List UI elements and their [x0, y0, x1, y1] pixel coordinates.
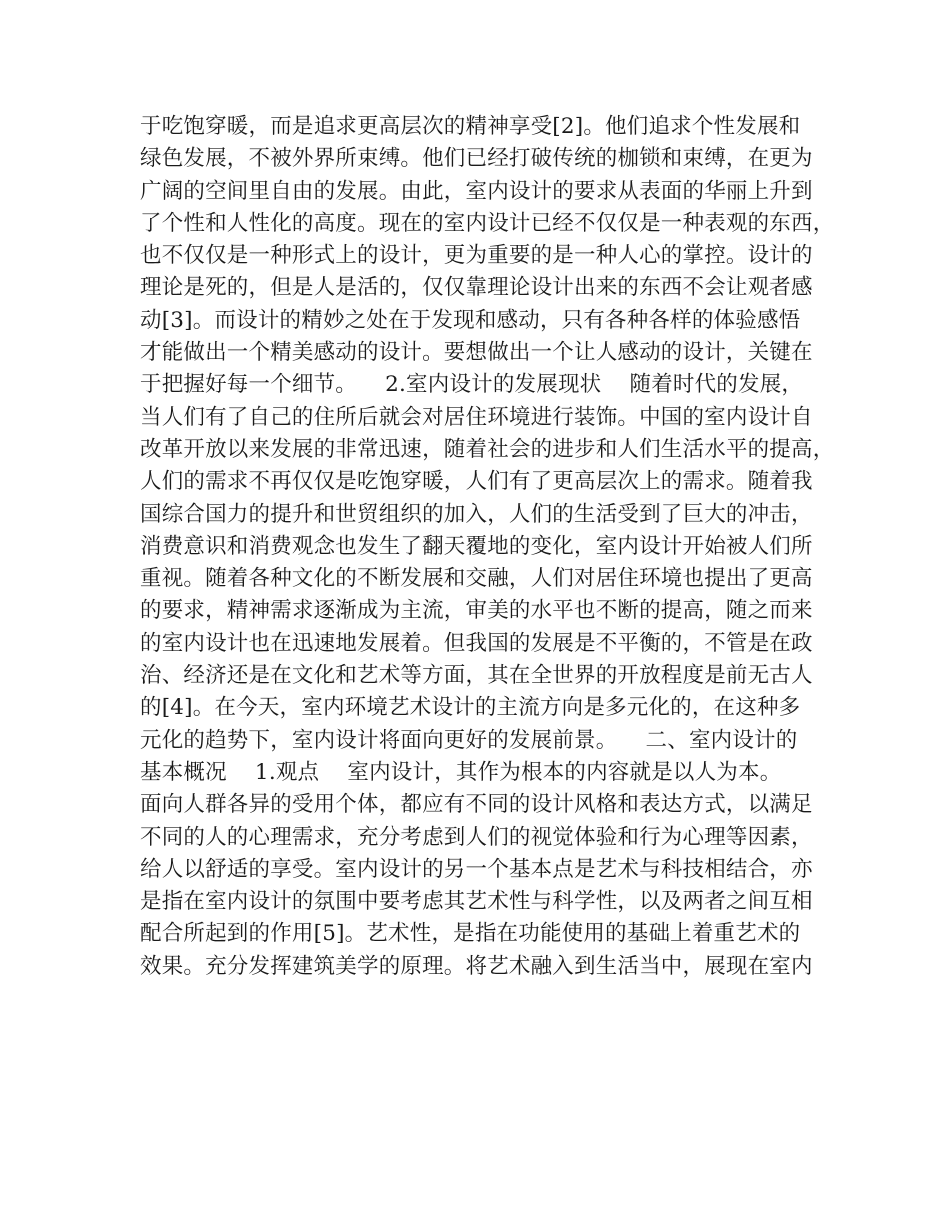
text-line: 人们的需求不再仅仅是吃饱穿暖，人们有了更高层次上的需求。随着我	[140, 469, 813, 495]
text-line: 才能做出一个精美感动的设计。要想做出一个让人感动的设计，关键在	[140, 340, 813, 366]
text-line: 动[3]。而设计的精妙之处在于发现和感动，只有各种各样的体验感悟	[140, 307, 801, 333]
text-line: 重视。随着各种文化的不断发展和交融，人们对居住环境也提出了更高	[140, 566, 813, 592]
text-line: 广阔的空间里自由的发展。由此，室内设计的要求从表面的华丽上升到	[140, 178, 813, 204]
text-line: 元化的趋势下，室内设计将面向更好的发展前景。 二、室内设计的	[140, 727, 798, 753]
text-line: 的要求，精神需求逐渐成为主流，审美的水平也不断的提高，随之而来	[140, 598, 813, 624]
text-line: 的[4]。在今天，室内环境艺术设计的主流方向是多元化的，在这种多	[140, 695, 801, 721]
text-line: 是指在室内设计的氛围中要考虑其艺术性与科学性，以及两者之间互相	[140, 889, 813, 915]
text-line: 了个性和人性化的高度。现在的室内设计已经不仅仅是一种表观的东西，	[140, 210, 835, 236]
text-line: 不同的人的心理需求，充分考虑到人们的视觉体验和行为心理等因素，	[140, 824, 813, 850]
text-line: 消费意识和消费观念也发生了翻天覆地的变化，室内设计开始被人们所	[140, 533, 813, 559]
text-line: 于吃饱穿暖，而是追求更高层次的精神享受[2]。他们追求个性发展和	[140, 114, 801, 139]
text-line: 也不仅仅是一种形式上的设计，更为重要的是一种人心的掌控。设计的	[140, 243, 813, 269]
text-line: 绿色发展，不被外界所束缚。他们已经打破传统的枷锁和束缚，在更为	[140, 146, 813, 172]
text-line: 给人以舒适的享受。室内设计的另一个基本点是艺术与科技相结合，亦	[140, 856, 813, 882]
body-text	[140, 111, 835, 983]
text-line: 国综合国力的提升和世贸组织的加入，人们的生活受到了巨大的冲击，	[140, 501, 813, 527]
text-line: 治、经济还是在文化和艺术等方面，其在全世界的开放程度是前无古人	[140, 663, 813, 689]
text-line: 基本概况 1.观点 室内设计，其作为根本的内容就是以人为本。	[140, 759, 782, 785]
text-line: 面向人群各异的受用个体，都应有不同的设计风格和表达方式，以满足	[140, 792, 813, 818]
text-line: 理论是死的，但是人是活的，仅仅靠理论设计出来的东西不会让观者感	[140, 275, 813, 301]
text-line: 于把握好每一个细节。 2.室内设计的发展现状 随着时代的发展，	[140, 372, 804, 398]
text-line: 的室内设计也在迅速地发展着。但我国的发展是不平衡的，不管是在政	[140, 630, 813, 656]
text-line: 效果。充分发挥建筑美学的原理。将艺术融入到生活当中，展现在室内	[140, 953, 813, 979]
text-line: 改革开放以来发展的非常迅速，随着社会的进步和人们生活水平的提高，	[140, 436, 835, 462]
text-line: 配合所起到的作用[5]。艺术性，是指在功能使用的基础上着重艺术的	[140, 921, 801, 947]
text-line: 当人们有了自己的住所后就会对居住环境进行装饰。中国的室内设计自	[140, 404, 813, 430]
